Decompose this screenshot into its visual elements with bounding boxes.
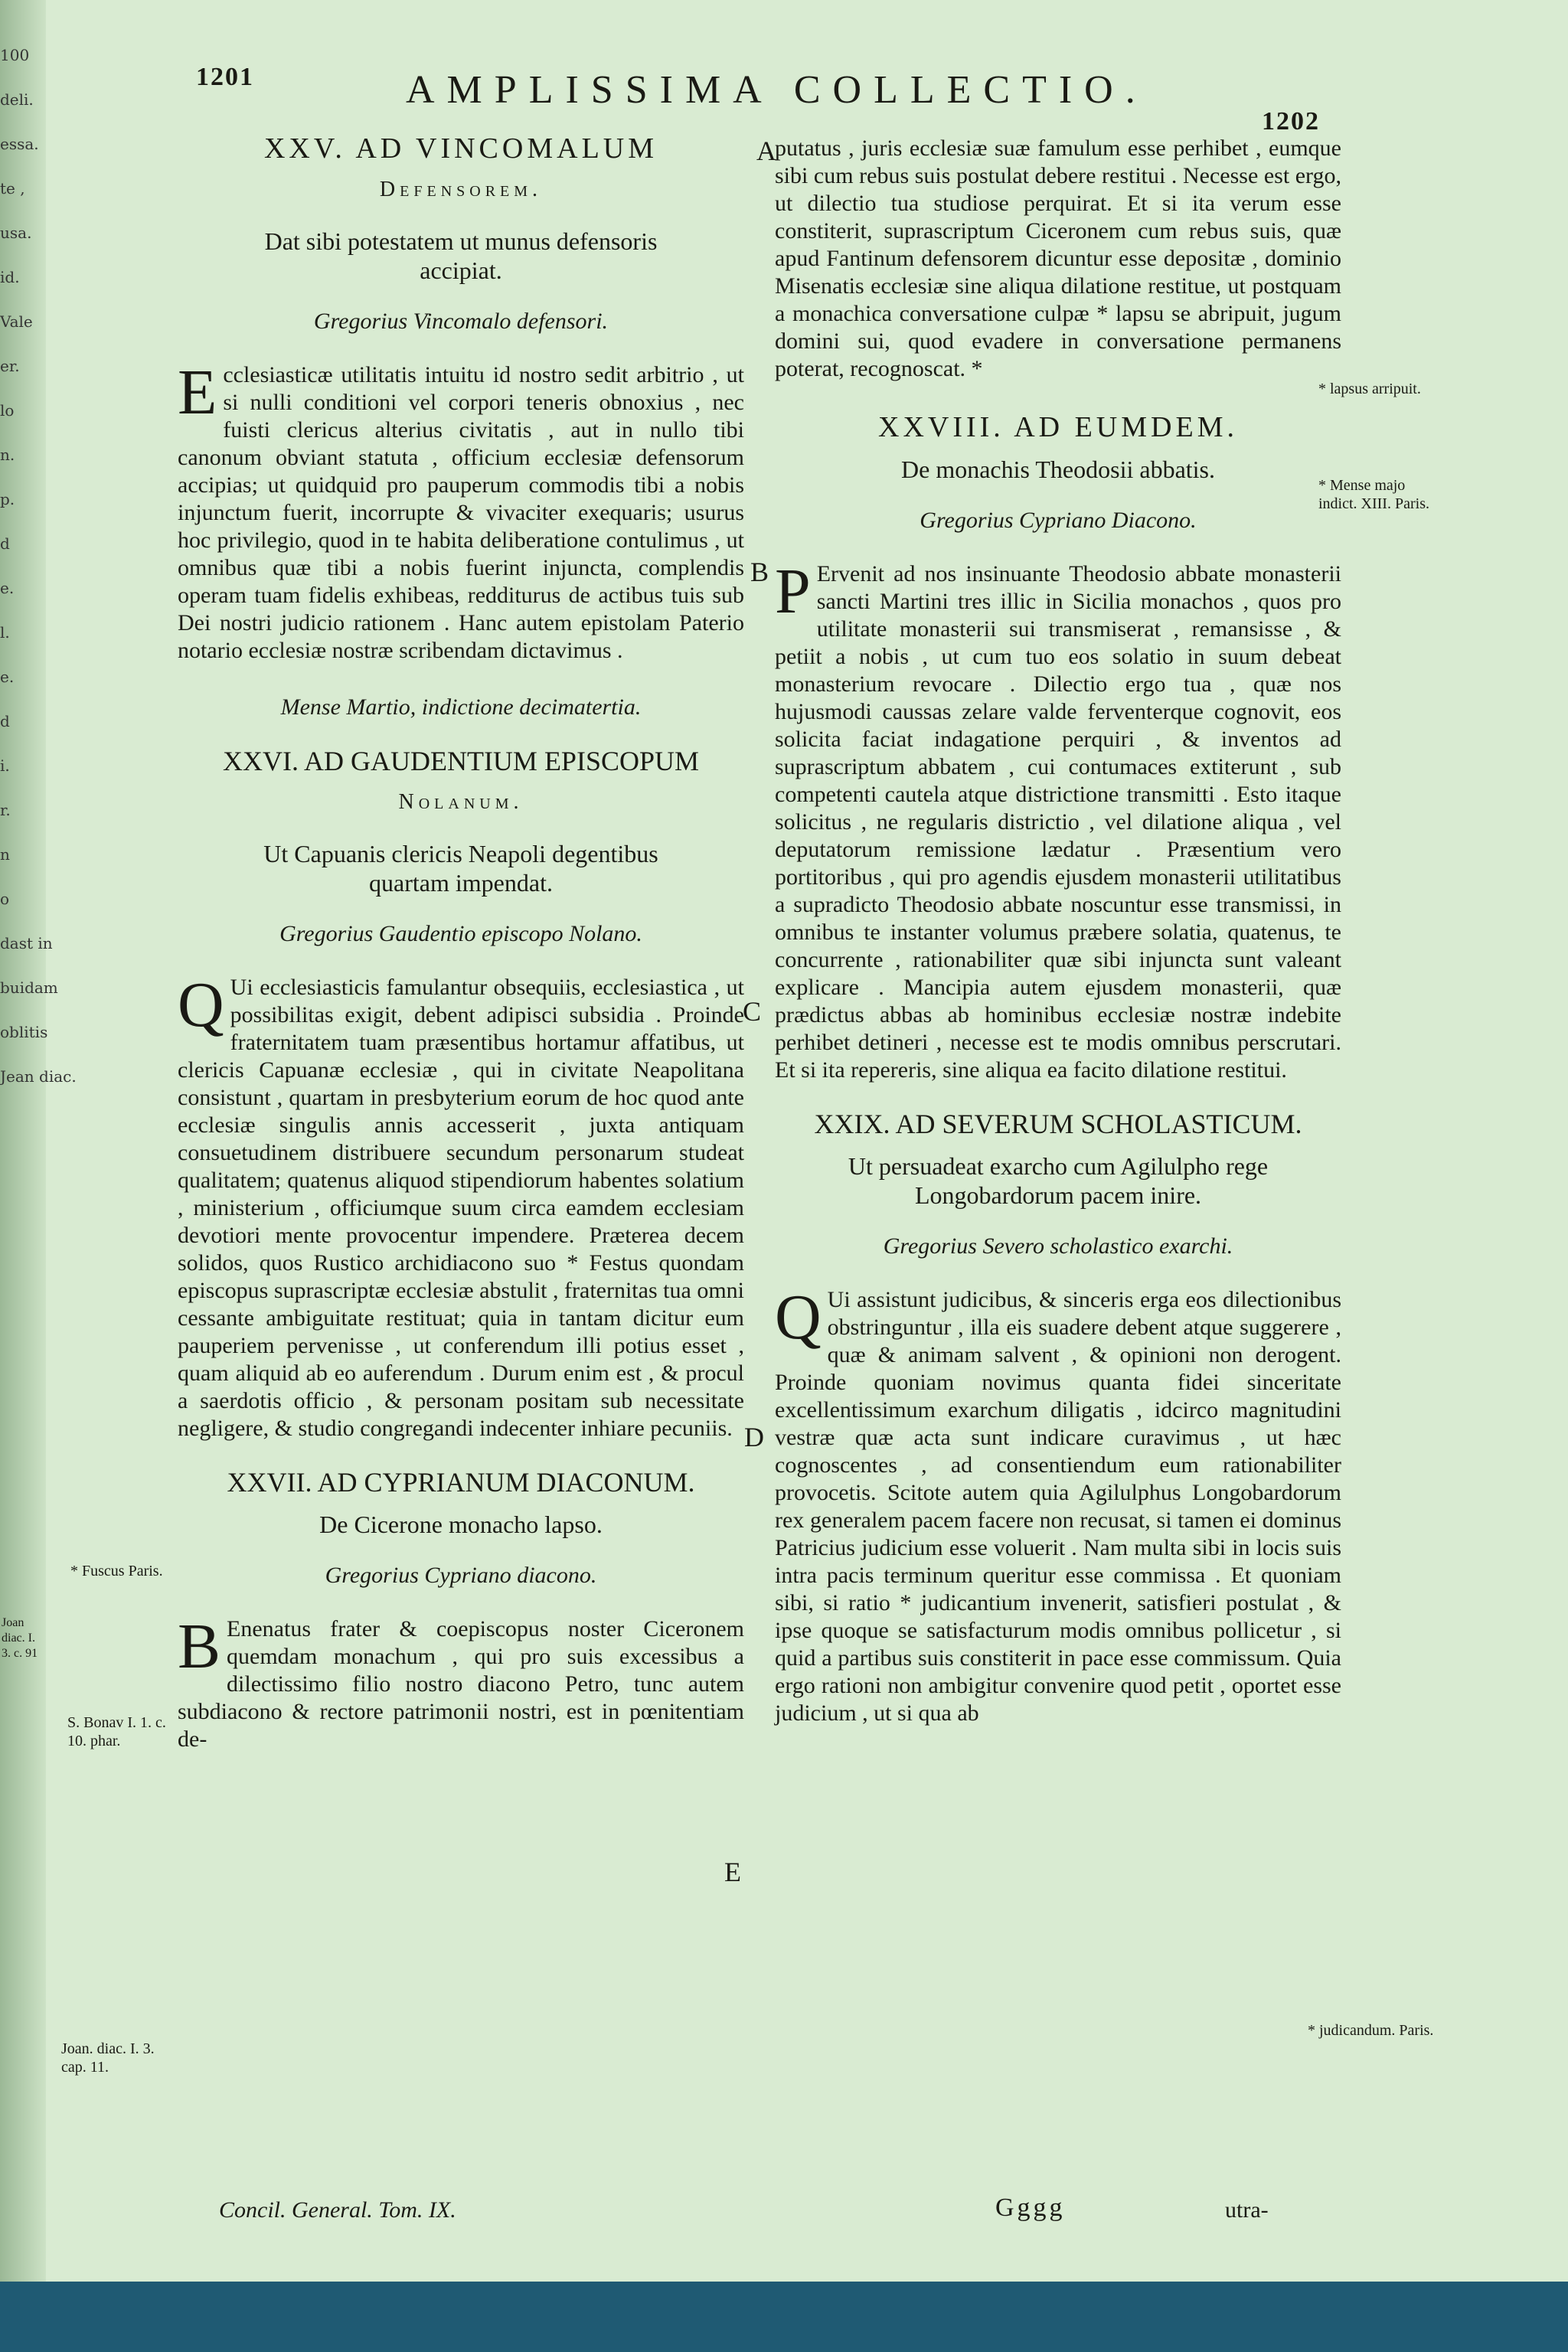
drop-cap: Q <box>178 969 224 1040</box>
drop-cap: P <box>775 556 811 627</box>
gutter-fragment: r. <box>0 801 11 819</box>
right-column <box>775 135 1341 1727</box>
letter-27-salutation: Gregorius Cypriano diacono. <box>325 1563 597 1588</box>
drop-cap: E <box>178 357 217 428</box>
marker-c: C <box>743 996 762 1027</box>
letter-29-argument: Ut persuadeat exarcho cum Agilulpho rege Longobardorum pacem inire. <box>848 1152 1269 1209</box>
letter-25-argument: Dat sibi potestatem ut munus defensoris accipiat. <box>264 227 658 284</box>
page-number-left: 1201 <box>196 63 254 91</box>
letter-27-argument: De Cicerone monacho lapso. <box>319 1511 603 1538</box>
footer-source: Concil. General. Tom. IX. <box>219 2197 456 2223</box>
gutter-fragment: deli. <box>0 90 34 109</box>
left-column <box>178 132 744 1753</box>
gutter-fragment: oblitis <box>0 1023 48 1041</box>
letter-29-title: XXIX. AD SEVERUM SCHOLASTICUM. <box>814 1109 1302 1139</box>
gutter-fragment: d <box>0 712 10 730</box>
letter-28-text: Ervenit ad nos insinuante Theodosio abbate monasterii sancti Martini tres illic in Sicilia monachos , quos pro utilitate monasterii sui transmiserat , remansisse , & petiit a nobis , ut cum tuo eos solatio in suum debeat monasterium revocare . Dilectio ergo tua , quæ nos hujusmodi caussas zelare valde ferventerque cognovit, eos solicita faciat indagatione perquiri , & inventos ad suprascriptum abbatem , cui contumaces extiterunt , sub competenti cautela atque districtione transmitti . Esto itaque solicitus , ne regularis districtio , vel dilatione aliqua , vel deputatorum remissione lædatur . Præsentium vero portitoribus , qui pro agendis ejusdem monasterii utilitatibus a supradicto Theodosio abbate noscuntur esse transmissi, in omnibus te instanter volumus præbere solatia, quatenus, te concurrente , rationabiliter quæ sibi injuncta sunt valeant explicare . Mancipia autem ejusdem monasterii, quæ prædictus abbas ab hominibus ecclesiæ nostræ indebite perhibet detineri , necesse est te modis omnibus perscrutari. Et si ita repereris, sine aliqua ea facito dilatione restitui. <box>775 561 1341 1083</box>
marker-d: D <box>744 1422 764 1452</box>
gutter-fragment: buidam <box>0 978 58 997</box>
drop-cap: B <box>178 1611 221 1682</box>
letter-27-text: Enenatus frater & coepiscopus noster Ciceronem quemdam monachum , qui pro suis excessibus a dilectissimo filio nostro diacono Petro, tunc autem subdiacono & rectore patrimonii nostri, est in pœnitentiam de- <box>178 1616 744 1752</box>
letter-25-date: Mense Martio, indictione decimatertia. <box>280 694 642 720</box>
margin-note-joan-diac-top: Joan diac. I. 3. c. 91 <box>2 1616 38 1660</box>
letter-25-text: cclesiasticæ utilitatis intuitu id nostro sedit arbitrio , ut si nulli conditioni vel corpori teneris obnoxius , nec fuisti clericus alterius civitatis , aut in nullo tibi canonum obviant statuta , officium ecclesiæ defensorum accipias; ut quidquid pro pauperum commodis tibi a nobis injunctum fuerit, incorrupte & vivaciter exequaris; usurus hoc privilegio, quod in te habita deliberatione contulimus , ut omnibus quæ tibi a nobis fuerint injuncta, complendis operam tuam fidelis exhibeas, redditurus de actibus tuis sub Dei nostri judicio rationem . Hanc autem epistolam Paterio notario ecclesiæ nostræ scribendam dictavimus . <box>178 362 744 663</box>
gutter-fragment: 100 <box>0 46 30 64</box>
catchword: utra- <box>1225 2197 1269 2223</box>
margin-note-mense: * Mense majo indict. XIII. Paris. <box>1318 477 1429 512</box>
letter-28-argument: De monachis Theodosii abbatis. <box>901 456 1215 483</box>
letter-27-title: XXVII. AD CYPRIANUM DIACONUM. <box>227 1467 695 1498</box>
marker-b: B <box>750 557 769 587</box>
letter-29-salutation: Gregorius Severo scholastico exarchi. <box>883 1233 1233 1259</box>
letter-25-body <box>178 357 744 665</box>
margin-note-lapsus: * lapsus arripuit. <box>1318 381 1421 397</box>
gutter-fragment: i. <box>0 756 10 775</box>
letter-26-subtitle: Nolanum. <box>398 790 524 814</box>
gutter-fragment: e. <box>0 579 15 597</box>
marker-a: A <box>756 136 776 166</box>
signature-mark: Gggg <box>995 2194 1066 2222</box>
letter-26-salutation: Gregorius Gaudentio episcopo Nolano. <box>279 921 642 946</box>
gutter-fragment: id. <box>0 268 20 286</box>
gutter-fragment: lo <box>0 401 15 420</box>
letter-28-body <box>775 556 1341 1084</box>
letter-28-title: XXVIII. AD EUMDEM. <box>878 411 1238 443</box>
margin-note-bonav: S. Bonav I. 1. c. 10. phar. <box>67 1714 166 1749</box>
gutter-fragment: d <box>0 534 10 553</box>
letter-25-title: XXV. AD VINCOMALUM <box>263 132 658 165</box>
margin-note-judicandum: * judicandum. Paris. <box>1308 2022 1434 2039</box>
letter-26-text: Ui ecclesiasticis famulantur obsequiis, ecclesiastica , ut possibilitas exigit, debent adipisci subsidia . Proinde fraternitatem tuam præsentibus hortamur affatibus, ut clericis Capuanæ ecclesiæ , qui in civitate Neapolitana consistunt , quartam in presbyterium eorum de hoc quod ante ecclesiæ singulis annis accesserit , juxta antiquam consuetudinem distribuere secundum personarum studeat qualitatem; quatenus aliquod stipendiorum habentes solatium , ministerium , officiumque suum circa eamdem ecclesiam devotiori mente provocentur impendere. Præterea decem solidos, quos Rustico archidiacono suo * Festus quondam episcopus suprascriptæ ecclesiæ abstulit , fraternitas tua omni cessante ambiguitate restituat; quia in tantam dicitur eum pauperiem pervenisse , ut conferendum illi potius esset , quam aliquid ab eo auferendum . Durum enim est , & procul a saerdotis officio , & personam positam sub necessitate negligere, & studio congregandi indecenter inhiare pecuniis. <box>178 975 744 1441</box>
letter-25-salutation: Gregorius Vincomalo defensori. <box>313 309 609 334</box>
gutter-fragment: Jean diac. <box>0 1067 77 1086</box>
letter-25-subtitle: Defensorem. <box>379 178 543 201</box>
gutter-fragment: o <box>0 890 10 908</box>
running-title: AMPLISSIMA COLLECTIO. <box>406 68 1148 112</box>
gutter-fragment: Vale <box>0 312 33 331</box>
letter-26-title: XXVI. AD GAUDENTIUM EPISCOPUM <box>222 746 700 776</box>
margin-note-fuscus: * Fuscus Paris. <box>70 1563 163 1579</box>
gutter-fragment: n <box>0 845 10 864</box>
letter-29-body <box>775 1282 1341 1727</box>
letter-26-body <box>178 969 744 1442</box>
marker-e: E <box>724 1857 741 1887</box>
gutter-fragment: n. <box>0 446 15 464</box>
letter-28-salutation: Gregorius Cypriano Diacono. <box>920 508 1197 533</box>
gutter-fragment: l. <box>0 623 10 642</box>
page-number-right: 1202 <box>1262 107 1320 136</box>
gutter-fragment: dast in <box>0 934 53 952</box>
letter-26-argument: Ut Capuanis clericis Neapoli degentibus quartam impendat. <box>263 840 658 897</box>
drop-cap: Q <box>775 1282 822 1353</box>
letter-27-body <box>178 1611 744 1753</box>
gutter-fragment: essa. <box>0 135 39 153</box>
margin-note-joan-diac: Joan. diac. I. 3. cap. 11. <box>61 2040 155 2076</box>
gutter-fragment: usa. <box>0 224 32 242</box>
scan-background <box>0 2282 1568 2352</box>
letter-29-text: Ui assistunt judicibus, & sinceris erga eos dilectionibus obstringuntur , illa eis suadere debent atque suggerere , quæ & animam salvent , & opinioni non derogent. Proinde quoniam novimus quanta fidei sinceritate excellentissimum exarchum diligatis , idcirco magnitudini vestræ quæ acta sunt indicare curavimus , ut hæc cognoscentes , ad consentiendum eum rationabiliter provocetis. Scitote autem quia Agilulphus Longobardorum rex generalem pacem facere non recusat, si tamen ei dominus Patricius judicium esse voluerit . Nam multa sibi in locis suis intra pacis terminum queritur esse commissa . Et quoniam sibi, si ratio * judicantium invenerit, satisfieri postulat , & ipse quoque se satisfacturum modis omnibus pollicetur , si quid a partibus suis constiterit in pace esse commissum. Quia ergo rationi non ambigitur convenire quod petit , oportet esse judicium , ut si qua ab <box>775 1287 1341 1726</box>
letter-27-continuation: putatus , juris ecclesiæ suæ famulum esse perhibet , eumque sibi cum rebus suis postulat debere restitui . Necesse est ergo, ut dilectio tua studiose perquirat. Et si ita verum esse constiterit, suprascriptum Ciceronem cum rebus suis, quæ apud Fantinum defensorem dicuntur esse depositæ , dominio Misenatis ecclesiæ sine aliqua dilatione restitue, ut postquam a monachica conversatione culpæ * lapsu se abripuit, jugum domini sui, quod evadere in conversatione permanens poterat, recognoscat. * <box>775 136 1341 381</box>
previous-page-fragments <box>0 46 77 2266</box>
gutter-fragment: e. <box>0 668 15 686</box>
gutter-fragment: er. <box>0 357 20 375</box>
gutter-fragment: te , <box>0 179 25 198</box>
gutter-fragment: p. <box>0 490 15 508</box>
